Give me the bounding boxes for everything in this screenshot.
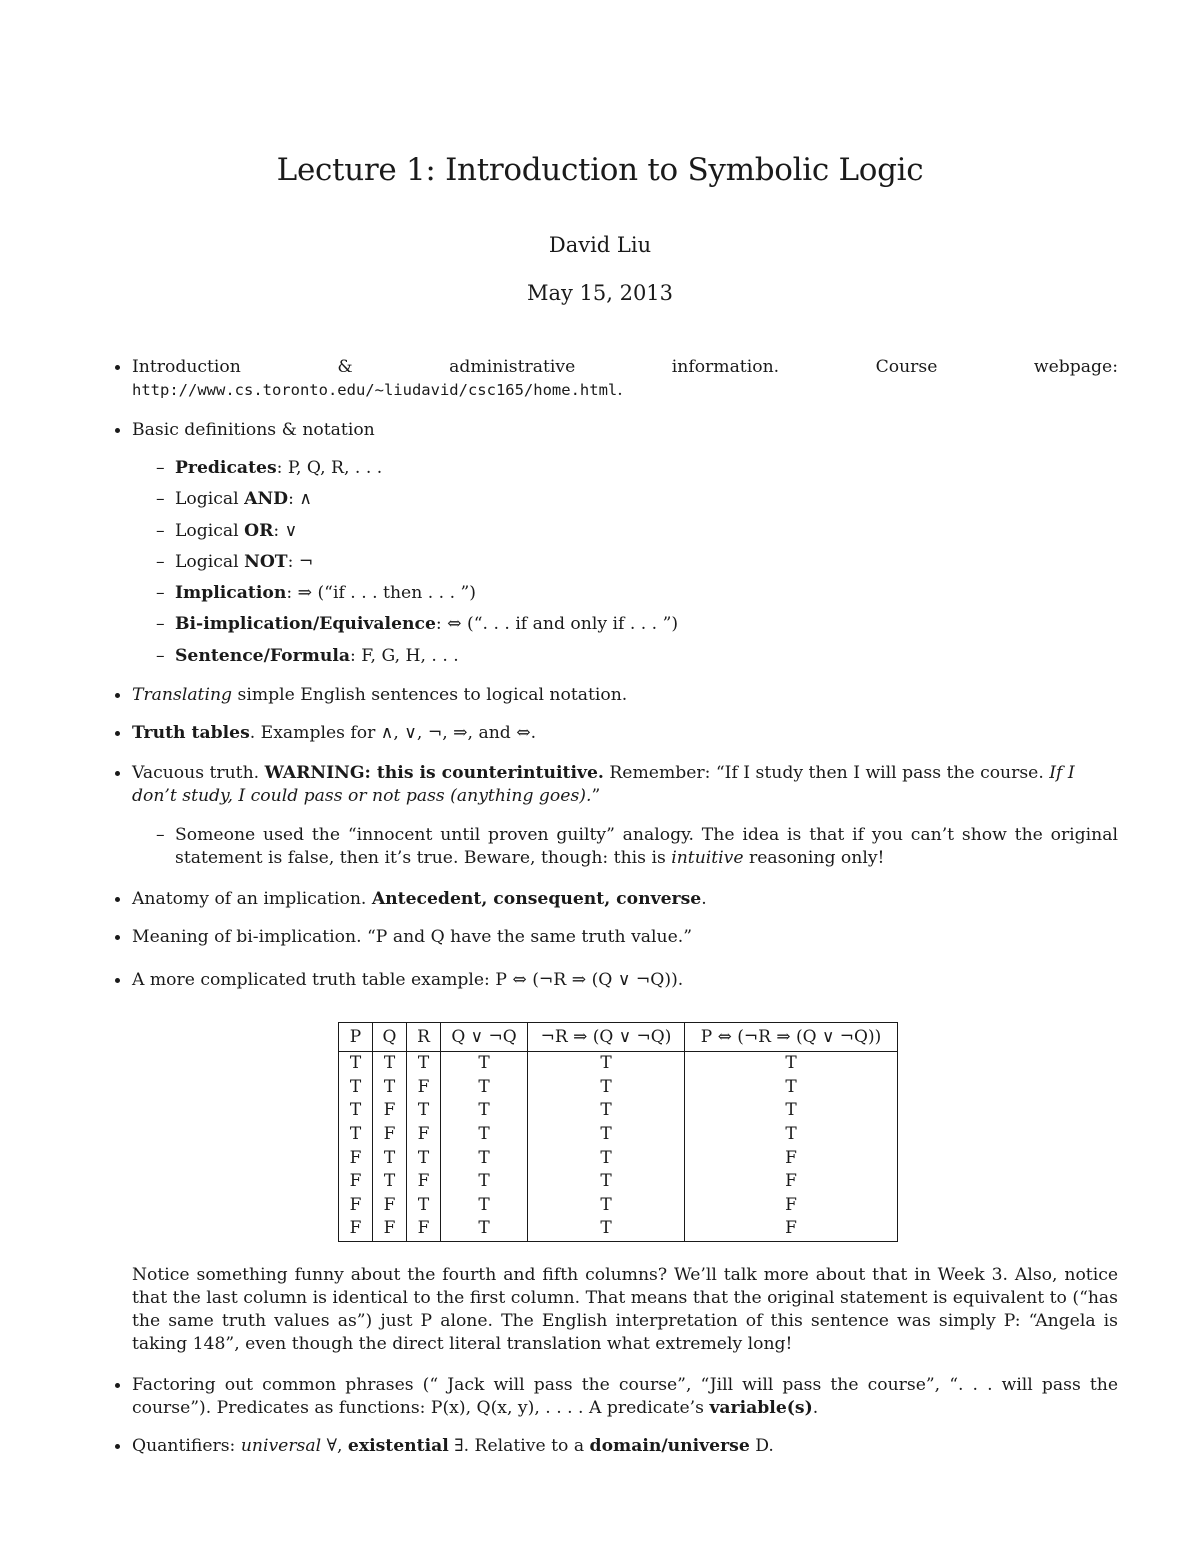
- sub-pre: Logical: [175, 489, 245, 509]
- sub-term: Predicates: [175, 458, 277, 478]
- table-cell: T: [339, 1099, 373, 1123]
- table-cell: F: [685, 1146, 898, 1170]
- table-cell: T: [441, 1194, 528, 1218]
- table-cell: F: [407, 1217, 441, 1241]
- table-cell: T: [685, 1076, 898, 1100]
- table-cell: F: [685, 1170, 898, 1194]
- table-cell: F: [407, 1123, 441, 1147]
- table-cell: T: [528, 1146, 685, 1170]
- table-cell: T: [407, 1052, 441, 1076]
- table-cell: T: [373, 1076, 407, 1100]
- basics-text: Basic definitions & notation: [132, 420, 375, 440]
- translating-em: Translating: [132, 685, 233, 705]
- list-item-factoring: [132, 1374, 1118, 1420]
- quantifiers-mid2: ∃. Relative to a: [448, 1436, 590, 1456]
- quantifiers-pre: Quantifiers:: [132, 1436, 241, 1456]
- list-item-quantifiers: [132, 1435, 1118, 1458]
- truth-table-header-row: [339, 1023, 898, 1052]
- sublist-item-equivalence: [175, 613, 1118, 636]
- anatomy-term: Antecedent, consequent, converse: [371, 889, 702, 909]
- table-cell: F: [339, 1170, 373, 1194]
- quantifiers-end: D.: [749, 1436, 774, 1456]
- sub-term: Implication: [175, 583, 287, 603]
- translating-rest: simple English sentences to logical notation.: [232, 685, 628, 705]
- sub-term: OR: [244, 521, 274, 541]
- table-cell: T: [441, 1146, 528, 1170]
- author-name: David Liu: [548, 233, 652, 257]
- factoring-end: .: [812, 1398, 819, 1418]
- analogy-end: reasoning only!: [743, 848, 885, 868]
- table-cell: F: [339, 1194, 373, 1218]
- table-cell: F: [407, 1170, 441, 1194]
- vacuous-pre: Vacuous truth.: [132, 763, 265, 783]
- sublist-item-predicates: [175, 457, 1118, 480]
- quantifiers-mid: ∀,: [321, 1436, 348, 1456]
- table-cell: T: [685, 1052, 898, 1076]
- table-cell: T: [528, 1052, 685, 1076]
- table-cell: F: [373, 1194, 407, 1218]
- table-cell: T: [407, 1099, 441, 1123]
- meaning-text: Meaning of bi-implication. “P and Q have the same truth value.”: [132, 927, 693, 947]
- table-cell: T: [339, 1052, 373, 1076]
- sub-rest: : P, Q, R, . . .: [276, 458, 383, 478]
- header-cell: R: [407, 1023, 441, 1052]
- sub-rest: : F, G, H, . . .: [350, 646, 459, 666]
- sub-term: AND: [244, 489, 289, 509]
- sublist-item-innocent-analogy: [175, 824, 1118, 870]
- table-row: [339, 1099, 898, 1123]
- anatomy-end: .: [701, 889, 707, 909]
- table-row: [339, 1123, 898, 1147]
- factoring-term: variable(s): [709, 1398, 813, 1418]
- table-cell: T: [441, 1170, 528, 1194]
- table-cell: T: [528, 1194, 685, 1218]
- table-cell: F: [339, 1146, 373, 1170]
- list-item-truth-tables: [132, 722, 1118, 745]
- sub-rest: : ¬: [287, 552, 314, 572]
- sub-rest: : ⇒ (“if . . . then . . . ”): [286, 583, 477, 603]
- table-cell: F: [373, 1123, 407, 1147]
- table-cell: T: [373, 1146, 407, 1170]
- vacuous-warning: WARNING: this is counterintuitive.: [264, 763, 604, 783]
- sub-term: Bi-implication/Equivalence: [175, 614, 436, 634]
- sublist-item-or: [175, 520, 1118, 543]
- quantifiers-em: universal: [240, 1436, 322, 1456]
- table-cell: T: [441, 1076, 528, 1100]
- table-cell: T: [528, 1076, 685, 1100]
- sub-rest: : ∨: [273, 521, 298, 541]
- table-cell: T: [373, 1052, 407, 1076]
- table-row: [339, 1194, 898, 1218]
- sub-pre: Logical: [175, 521, 245, 541]
- table-row: [339, 1217, 898, 1241]
- sublist-item-not: [175, 551, 1118, 574]
- sub-term: Sentence/Formula: [175, 646, 351, 666]
- header-cell: Q: [373, 1023, 407, 1052]
- list-item-bi-implication: [132, 926, 1118, 949]
- table-cell: T: [339, 1123, 373, 1147]
- table-cell: T: [339, 1076, 373, 1100]
- table-cell: T: [373, 1170, 407, 1194]
- table-cell: F: [685, 1194, 898, 1218]
- table-cell: F: [407, 1076, 441, 1100]
- notice-paragraph: [132, 1264, 1118, 1356]
- sublist-item-implication: [175, 582, 1118, 605]
- list-item-anatomy: [132, 888, 1118, 911]
- list-item-complicated-example: [132, 969, 1118, 992]
- table-row: [339, 1170, 898, 1194]
- table-cell: F: [685, 1217, 898, 1241]
- analogy-em: intuitive: [671, 848, 744, 868]
- sublist-item-and: [175, 488, 1118, 511]
- list-item-intro: [132, 356, 1118, 402]
- table-row: [339, 1076, 898, 1100]
- document-title: Lecture 1: Introduction to Symbolic Logic: [276, 152, 924, 188]
- notice-text: Notice something funny about the fourth and fifth columns? We’ll talk more about that in Week 3. Also, notice that the last column is identical to the first column. That means that the original statement is equivalent to (“has the same truth values as”) just P alone. The English interpretation of this sentence was simply P: “Angela is taking 148”, even though the direct literal translation what extremely long!: [132, 1265, 1118, 1354]
- complicated-text: A more complicated truth table example: P ⇔ (¬R ⇒ (Q ∨ ¬Q)).: [132, 970, 684, 990]
- table-cell: T: [407, 1194, 441, 1218]
- table-cell: F: [339, 1217, 373, 1241]
- table-cell: T: [441, 1052, 528, 1076]
- sub-pre: Logical: [175, 552, 245, 572]
- table-cell: F: [373, 1217, 407, 1241]
- table-cell: T: [685, 1123, 898, 1147]
- truth-tables-rest: . Examples for ∧, ∨, ¬, ⇒, and ⇔.: [249, 723, 537, 743]
- analogy-pre: Someone used the “innocent until proven guilty” analogy. The idea is that if you can’t show the original statement is false, then it’s true. Beware, though: this is: [175, 825, 1118, 868]
- factoring-text: Factoring out common phrases (“ Jack will pass the course”, “Jill will pass the course”, “. . . will pass the course”). Predicates as functions: P(x), Q(x, y), . . . . A predicate’s: [132, 1375, 1118, 1418]
- list-item-translating: [132, 684, 1118, 707]
- table-cell: T: [528, 1170, 685, 1194]
- course-webpage-link[interactable]: http://www.cs.toronto.edu/~liudavid/csc165/home.html: [132, 381, 618, 399]
- table-cell: T: [441, 1099, 528, 1123]
- vacuous-end: ”: [591, 786, 601, 806]
- header-cell: P: [339, 1023, 373, 1052]
- quantifiers-term2: domain/universe: [589, 1436, 750, 1456]
- table-row: [339, 1146, 898, 1170]
- table-cell: T: [407, 1146, 441, 1170]
- truth-table: [338, 1022, 898, 1242]
- list-item-vacuous-truth: [132, 762, 1118, 808]
- sub-rest: : ∧: [288, 489, 312, 509]
- header-cell: Q ∨ ¬Q: [441, 1023, 528, 1052]
- list-item-basics: [132, 419, 1118, 442]
- table-cell: T: [441, 1123, 528, 1147]
- header-cell: P ⇔ (¬R ⇒ (Q ∨ ¬Q)): [685, 1023, 898, 1052]
- vacuous-em: If I don’t study, I could pass or not pass (anything goes).: [132, 763, 1075, 806]
- truth-tables-term: Truth tables: [132, 723, 250, 743]
- table-row: [339, 1052, 898, 1076]
- table-cell: F: [373, 1099, 407, 1123]
- document-date: May 15, 2013: [526, 281, 674, 305]
- quantifiers-term: existential: [347, 1436, 449, 1456]
- table-cell: T: [441, 1217, 528, 1241]
- sublist-item-formula: [175, 645, 1118, 668]
- header-cell: ¬R ⇒ (Q ∨ ¬Q): [528, 1023, 685, 1052]
- vacuous-mid: Remember: “If I study then I will pass the course.: [603, 763, 1050, 783]
- sub-term: NOT: [244, 552, 288, 572]
- table-cell: T: [528, 1217, 685, 1241]
- table-cell: T: [685, 1099, 898, 1123]
- sub-rest: : ⇔ (“. . . if and only if . . . ”): [435, 614, 679, 634]
- intro-end: .: [617, 380, 623, 400]
- intro-text: Introduction & administrative information. Course webpage:: [132, 357, 1118, 377]
- anatomy-pre: Anatomy of an implication.: [132, 889, 372, 909]
- table-cell: T: [528, 1123, 685, 1147]
- table-cell: T: [528, 1099, 685, 1123]
